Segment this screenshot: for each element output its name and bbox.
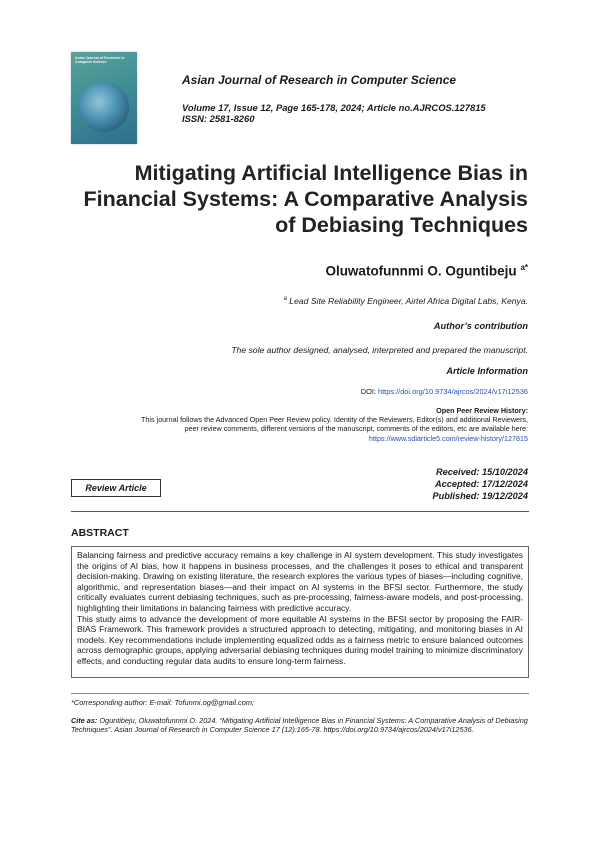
peer-review-link[interactable]: https://www.sdiarticle5.com/review-history/127815 — [369, 433, 528, 443]
journal-volume-line: Volume 17, Issue 12, Page 165-178, 2024; Article no.AJRCOS.127815 — [182, 102, 486, 113]
doi-line — [361, 387, 528, 396]
article-info-heading: Article Information — [446, 366, 528, 376]
cite-label: Cite as: — [71, 716, 98, 725]
doi-link[interactable]: https://doi.org/10.9734/ajrcos/2024/v17i12536 — [378, 387, 528, 396]
contribution-heading: Author’s contribution — [433, 321, 528, 331]
author-name: Oluwatofunnmi O. Oguntibeju — [325, 263, 517, 279]
abstract-paragraph-1: Balancing fairness and predictive accuracy remains a key challenge in AI system development. This study investigates the origins of AI bias, how it happens in business processes, and the challenges it poses to ethical and transparent decision-making. Drawing on existing literature, the research explores the various types of biases—including cognitive, algorithmic, and representation biases—and their impact on AI systems in the BFSI sector. Furthermore, the study critically evaluates current debiasing techniques, such as pre-processing, fairness-aware models, and post-processing, highlighting their limitations in balancing fairness with predictive accuracy. — [77, 550, 523, 613]
section-divider — [71, 511, 529, 512]
affiliation — [284, 296, 528, 306]
footer-divider — [71, 693, 529, 694]
peer-review-heading: Open Peer Review History: — [436, 406, 528, 415]
accepted-date: Accepted: 17/12/2024 — [435, 479, 528, 489]
journal-issn: ISSN: 2581-8260 — [182, 113, 255, 124]
journal-name: Asian Journal of Research in Computer Science — [182, 73, 457, 87]
article-type-badge: Review Article — [71, 479, 161, 497]
author-line — [325, 263, 528, 279]
received-date: Received: 15/10/2024 — [436, 467, 528, 477]
abstract-paragraph-2: This study aims to advance the development of more equitable AI systems in the BFSI sector by proposing the FAIR-BIAS Framework. This framework provides a structured approach to detecting, mitigating, and monitoring biases in AI models. Key recommendations include implementing equalized odds as a fairness metric to ensure balanced outcomes across demographic groups, applying adversarial debiasing techniques during model training to minimize discriminatory effects, and conducting regular data audits to ensure long-term fairness. — [77, 613, 524, 666]
doi-label: DOI: — [360, 387, 379, 396]
publication-dates — [433, 466, 529, 502]
article-title: Mitigating Artificial Intelligence Bias in Financial Systems: A Comparative Analysis of Debiasing Techniques — [83, 161, 528, 237]
abstract-box — [71, 546, 529, 678]
journal-cover-image — [71, 52, 137, 144]
abstract-heading: ABSTRACT — [71, 527, 129, 539]
corresponding-author: *Corresponding author: E-mail: Tofunmi.og@gmail.com; — [71, 698, 255, 707]
cite-text: Oguntibeju, Oluwatofunnmi O. 2024. “Mitigating Artificial Intelligence Bias in Financial Systems: A Comparative Analysis of Debiasing Techniques”. Asian Journal of Research in Computer Science 17 (12):165-78. https://doi.org/10.9734/ajrcos/2024/v17i12536. — [71, 716, 528, 735]
contribution-text: The sole author designed, analysed, interpreted and prepared the manuscript. — [231, 345, 528, 355]
affiliation-superscript: a — [283, 296, 287, 303]
cover-title: Asian Journal of Research in Computer Science — [75, 56, 125, 65]
author-superscript: a* — [520, 263, 528, 272]
cover-artwork — [79, 82, 129, 132]
published-date: Published: 19/12/2024 — [432, 491, 528, 501]
peer-review-line-1: This journal follows the Advanced Open Peer Review policy. Identity of the Reviewers, Editor(s) and additional Reviewers, — [141, 415, 528, 424]
affiliation-text: Lead Site Reliability Engineer, Airtel Africa Digital Labs, Kenya. — [286, 296, 528, 306]
citation — [71, 716, 529, 735]
peer-review-line-2: peer review comments, different versions of the manuscript, comments of the editors, etc are available here: — [184, 424, 528, 434]
peer-review-text — [58, 415, 528, 443]
